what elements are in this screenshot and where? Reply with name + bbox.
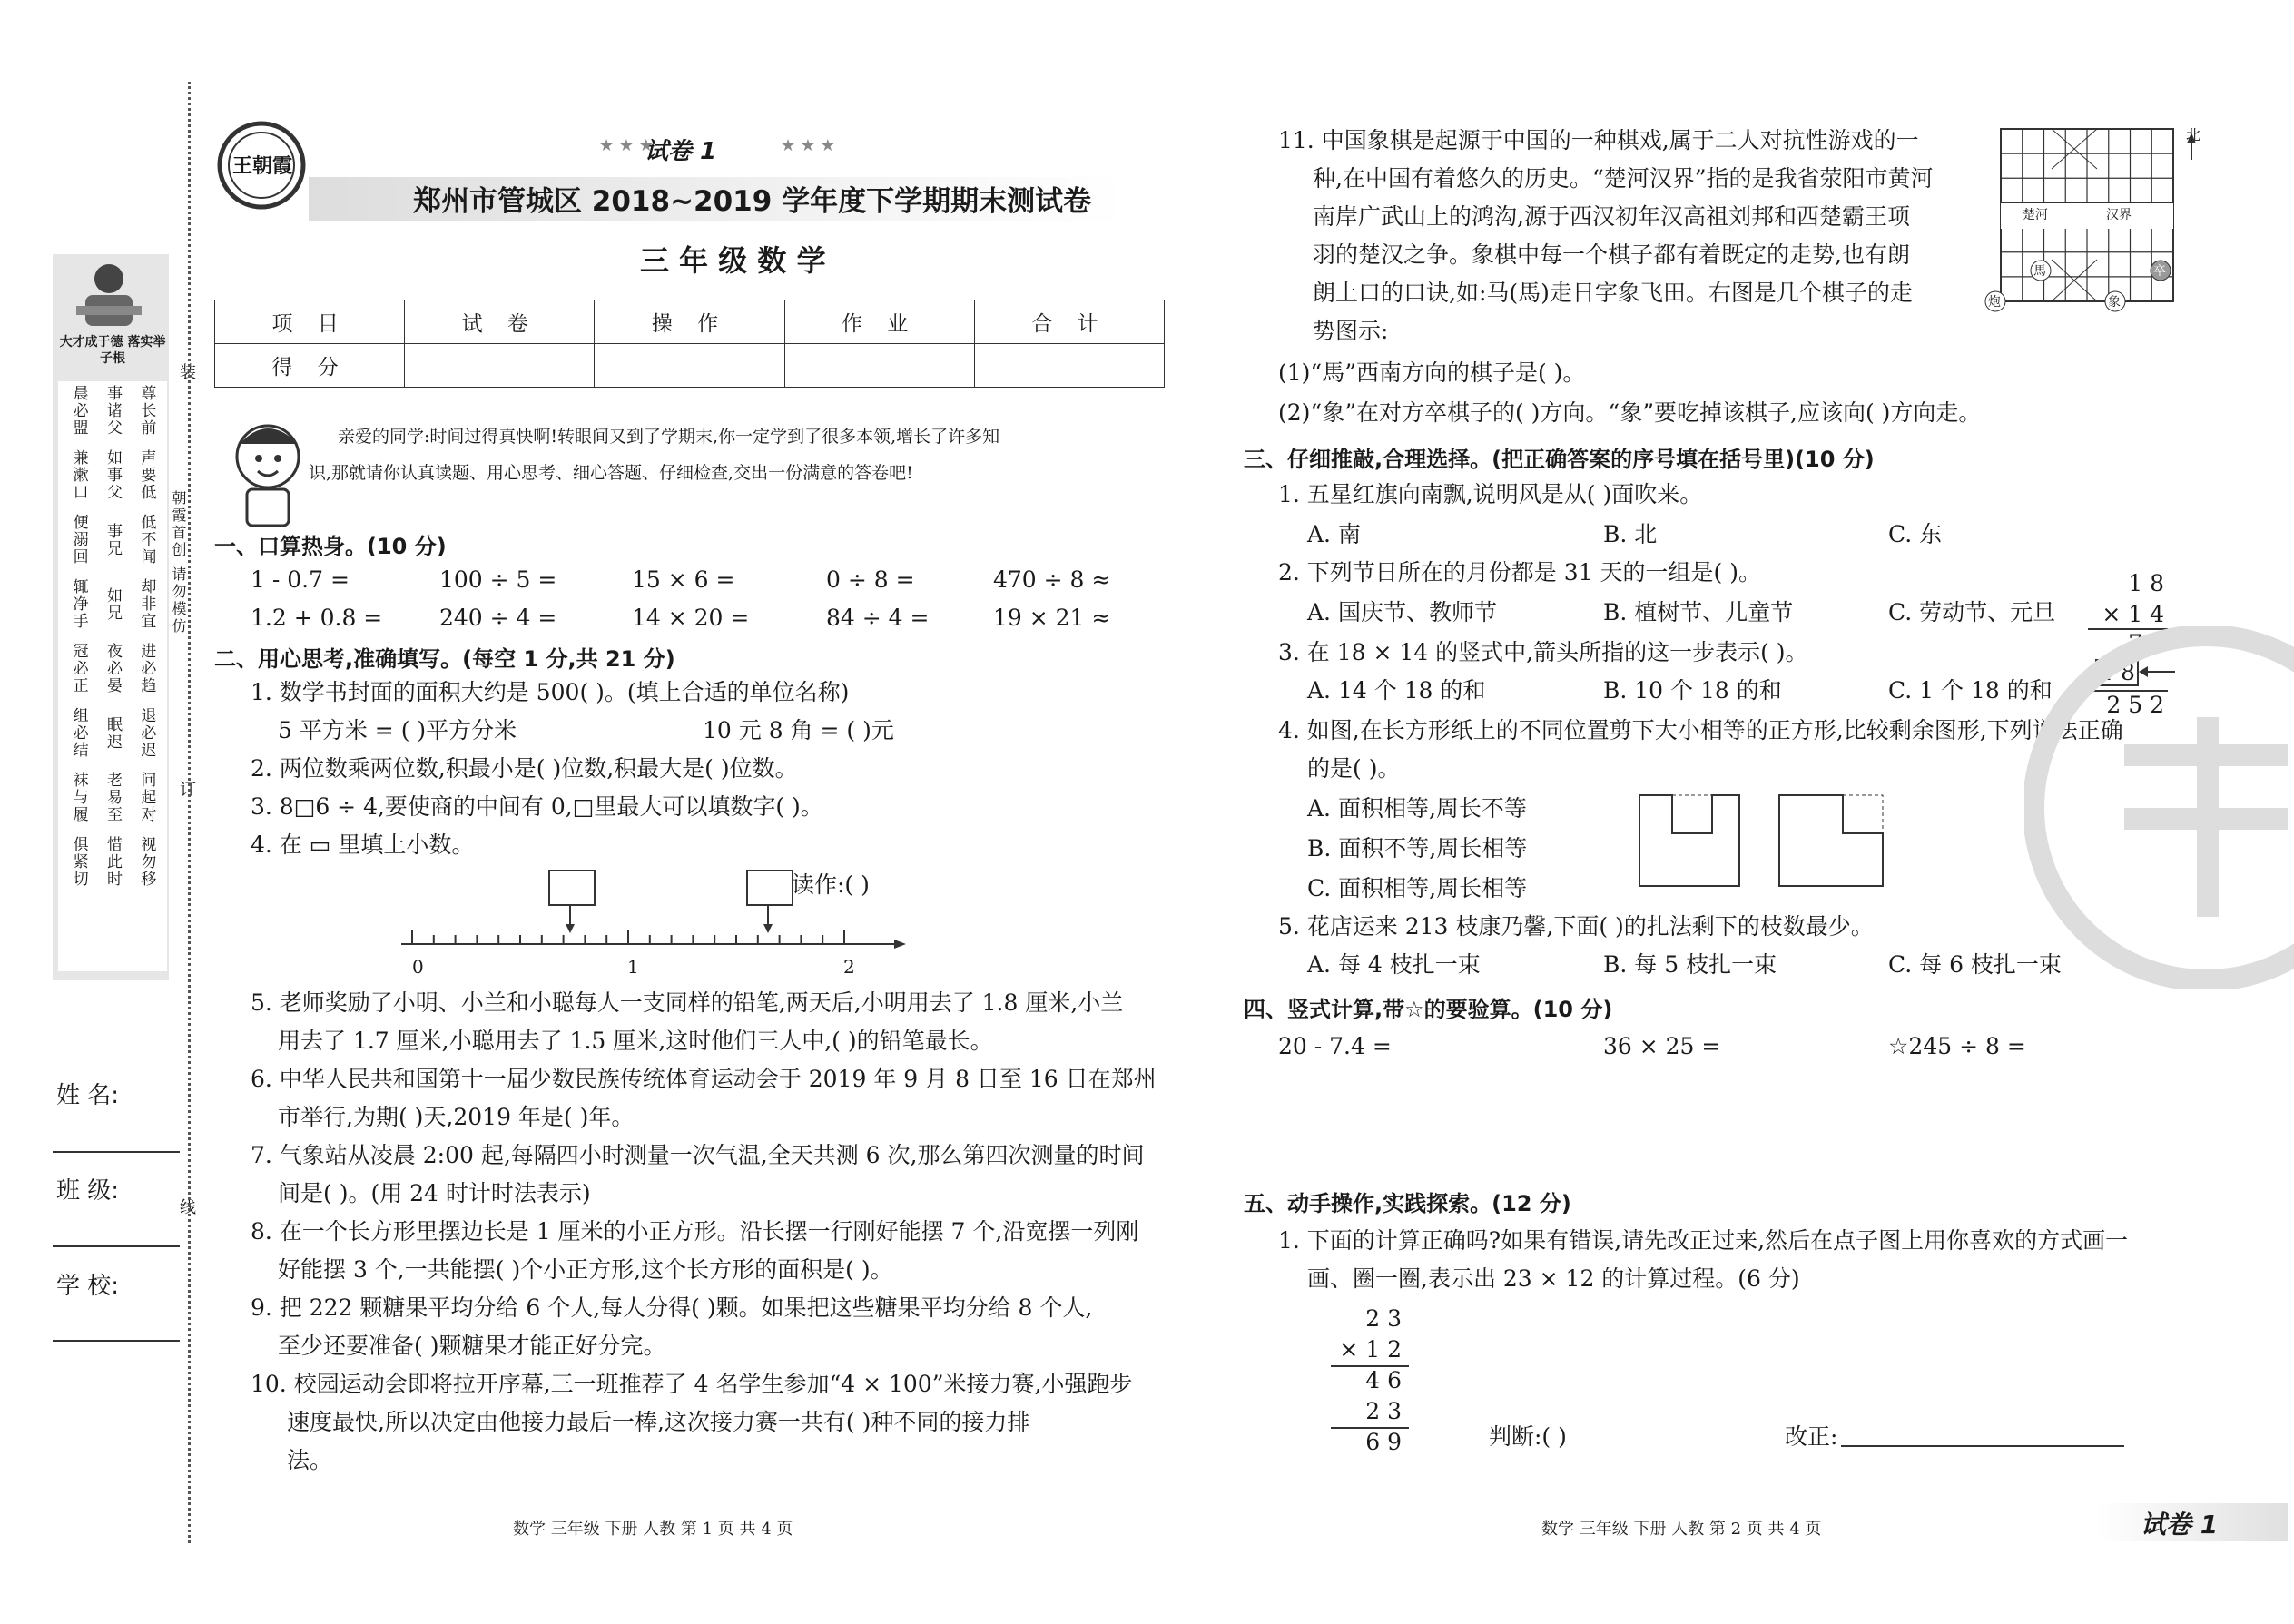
binding-mark-3: 线 — [177, 1198, 196, 1217]
q5-calc-line-2: × 1 2 — [1339, 1336, 1402, 1363]
motto-word: 袜与履 — [69, 772, 88, 823]
q3-4-option-c[interactable]: C. 面积相等,周长相等 — [1307, 875, 1528, 901]
numline-label-2: 2 — [843, 956, 855, 978]
q3-1-option-b[interactable]: B. 北 — [1603, 521, 1658, 547]
school-field[interactable] — [53, 1340, 180, 1342]
footer-left: 数学 三年级 下册 人教 第 1 页 共 4 页 — [513, 1520, 793, 1539]
question-3-4b: 的是( )。 — [1307, 755, 1401, 782]
oral-calc-4: 0 ÷ 8 = — [826, 566, 915, 593]
star-left: ★ ★ ★ — [599, 136, 654, 155]
question-2-11c: 南岸广武山上的鸿沟,源于西汉初年汉高祖刘邦和西楚霸王项 — [1313, 203, 1910, 230]
score-cell[interactable] — [595, 344, 784, 388]
question-2-11e: 朗上口的口诀,如:马(馬)走日字象飞田。右图是几个棋子的走 — [1313, 280, 1913, 306]
vertical-calc-1: 20 - 7.4 = — [1278, 1033, 1392, 1059]
q3-5-option-c[interactable]: C. 每 6 枝扎一束 — [1888, 951, 2062, 978]
chess-cannon: 炮 — [1988, 295, 2001, 310]
score-cell[interactable] — [784, 344, 974, 388]
motto-word: 退必迟 — [137, 707, 156, 759]
secret-seal-watermark — [2024, 626, 2294, 989]
binding-note: 朝霞首创 请勿模仿 — [170, 490, 187, 636]
motto-word: 兼漱口 — [69, 449, 88, 501]
motto-word: 俱紧切 — [69, 836, 88, 888]
footer-right: 数学 三年级 下册 人教 第 2 页 共 4 页 — [1541, 1520, 1822, 1539]
q3-3-option-a[interactable]: A. 14 个 18 的和 — [1307, 677, 1486, 704]
cut-rectangles-diagram — [1636, 792, 1899, 891]
question-2-1: 1. 数学书封面的面积大约是 500( )。(填上合适的单位名称) — [251, 679, 850, 705]
q3-calc-line-4: 1 8 — [2095, 659, 2139, 686]
name-label: 姓 名: — [56, 1082, 120, 1109]
class-label: 班 级: — [56, 1177, 120, 1205]
question-3-5: 5. 花店运来 213 枝康乃馨,下面( )的扎法剩下的枝数最少。 — [1278, 913, 1874, 940]
motto-word: 辄净手 — [69, 578, 88, 630]
question-2-11: 11. 中国象棋是起源于中国的一种棋戏,属于二人对抗性游戏的一 — [1278, 127, 1919, 153]
q3-1-option-c[interactable]: C. 东 — [1888, 521, 1943, 547]
section-5-title: 五、动手操作,实践探索。(12 分) — [1244, 1191, 1571, 1216]
chess-river-left: 楚河 — [2023, 208, 2048, 222]
q3-5-option-a[interactable]: A. 每 4 枝扎一束 — [1307, 951, 1481, 978]
question-5-1b: 画、圈一圈,表示出 23 × 12 的计算过程。(6 分) — [1307, 1265, 1800, 1292]
q3-4-option-b[interactable]: B. 面积不等,周长相等 — [1307, 835, 1528, 861]
motto-word: 如事父 — [103, 449, 122, 501]
q5-calc-line-5: 6 9 — [1365, 1429, 1402, 1455]
binding-strip — [0, 0, 195, 1624]
section-1-title: 一、口算热身。(10 分) — [214, 534, 447, 559]
question-2-11b: 种,在中国有着悠久的历史。“楚河汉界”指的是我省荥阳市黄河 — [1313, 165, 1934, 192]
q5-calc-line-1: 2 3 — [1365, 1305, 1402, 1332]
question-3-4: 4. 如图,在长方形纸上的不同位置剪下大小相等的正方形,比较剩余图形,下列说法正确 — [1278, 717, 2123, 743]
motto-word: 低不闻 — [137, 514, 156, 566]
motto-word: 眠迟 — [103, 715, 122, 751]
q3-1-option-a[interactable]: A. 南 — [1307, 521, 1361, 547]
motto-word: 冠必正 — [69, 643, 88, 694]
section-3-title: 三、仔细推敲,合理选择。(把正确答案的序号填在括号里)(10 分) — [1244, 447, 1875, 472]
score-row-label: 得 分 — [215, 344, 405, 388]
numline-label-1: 1 — [627, 956, 639, 978]
score-header-item: 项 目 — [215, 300, 405, 344]
chess-north-label: 北 — [2186, 126, 2201, 143]
chess-elephant: 象 — [2108, 295, 2121, 310]
cartoon-boy-icon — [218, 413, 318, 531]
oral-calc-9: 84 ÷ 4 = — [826, 605, 930, 631]
q5-calc-line-3: 4 6 — [1365, 1367, 1402, 1393]
motto-word: 便溺回 — [69, 514, 88, 566]
question-2-9: 9. 把 222 颗糖果平均分给 6 个人,每人分得( )颗。如果把这些糖果平均分给 8 个人, — [251, 1294, 1093, 1321]
section-2-title: 二、用心思考,准确填写。(每空 1 分,共 21 分) — [214, 646, 675, 672]
question-2-7b: 间是( )。(用 24 时计时法表示) — [278, 1180, 591, 1206]
motto-top: 大才成于德 落实举子根 — [59, 335, 166, 366]
score-header-paper: 试 卷 — [405, 300, 595, 344]
oral-calc-6: 1.2 + 0.8 = — [251, 605, 383, 631]
numline-label-0: 0 — [412, 956, 424, 978]
oral-calc-2: 100 ÷ 5 = — [439, 566, 557, 593]
decimal-answer-box-2[interactable] — [746, 870, 793, 906]
paper-tag: 试卷 1 — [645, 138, 717, 165]
correction-field[interactable] — [1841, 1445, 2124, 1447]
q3-calc-line-5: 2 5 2 — [2106, 692, 2164, 718]
question-3-2: 2. 下列节日所在的月份都是 31 天的一组是( )。 — [1278, 559, 1761, 586]
subject-title: 三 年 级 数 学 — [640, 243, 826, 278]
binding-mark-1: 装 — [177, 363, 196, 382]
oral-calc-8: 14 × 20 = — [632, 605, 750, 631]
motto-word: 尊长前 — [137, 385, 156, 437]
read-as-blank: 读作:( ) — [792, 871, 870, 898]
oral-calc-5: 470 ÷ 8 ≈ — [993, 566, 1111, 593]
scholar-icon — [73, 259, 145, 331]
name-field[interactable] — [53, 1151, 180, 1153]
correct-label: 改正: — [1785, 1423, 1838, 1450]
motto-word: 夜必晏 — [103, 643, 122, 694]
q3-5-option-b[interactable]: B. 每 5 枝扎一束 — [1603, 951, 1777, 978]
question-2-11f: 势图示: — [1313, 318, 1389, 344]
vertical-calc-3: ☆245 ÷ 8 = — [1888, 1033, 2026, 1059]
q5-calc-line-4: 2 3 — [1365, 1398, 1402, 1424]
question-2-1c: 10 元 8 角 = ( )元 — [703, 717, 894, 743]
motto-word: 视勿移 — [137, 836, 156, 888]
question-2-11-1: (1)“馬”西南方向的棋子是( )。 — [1278, 359, 1586, 386]
number-line — [390, 902, 908, 966]
footer-paper-tag: 试卷 1 — [2141, 1510, 2219, 1540]
question-2-10b: 速度最快,所以决定由他接力最后一棒,这次接力赛一共有( )种不同的接力排 — [287, 1409, 1030, 1435]
motto-text-box — [58, 381, 167, 971]
motto-word: 惜此时 — [103, 836, 122, 888]
question-2-3: 3. 8□6 ÷ 4,要使商的中间有 0,□里最大可以填数字( )。 — [251, 793, 823, 820]
star-right: ★ ★ ★ — [781, 136, 835, 155]
decimal-answer-box-1[interactable] — [548, 870, 596, 906]
intro-line-1: 亲爱的同学:时间过得真快啊!转眼间又到了学期末,你一定学到了很多本领,增长了许多知 — [338, 427, 1000, 447]
chess-board-diagram — [1979, 123, 2197, 314]
score-table — [214, 300, 1165, 388]
binding-line — [188, 82, 191, 1543]
question-2-6b: 市举行,为期( )天,2019 年是( )年。 — [278, 1104, 635, 1130]
chess-horse: 馬 — [2033, 264, 2046, 279]
motto-word: 晨必盟 — [69, 385, 88, 437]
q3-calc-line-2: × 1 4 — [2102, 601, 2164, 627]
question-2-1b: 5 平方米 = ( )平方分米 — [278, 717, 517, 743]
question-2-2: 2. 两位数乘两位数,积最小是( )位数,积最大是( )位数。 — [251, 755, 798, 782]
motto-word: 问起对 — [137, 772, 156, 823]
motto-word: 进必趋 — [137, 643, 156, 694]
class-field[interactable] — [53, 1245, 180, 1247]
question-3-1: 1. 五星红旗向南飘,说明风是从( )面吹来。 — [1278, 481, 1703, 507]
question-5-1: 1. 下面的计算正确吗?如果有错误,请先改正过来,然后在点子图上用你喜欢的方式画一 — [1278, 1227, 2129, 1254]
score-cell[interactable] — [974, 344, 1164, 388]
question-2-10: 10. 校园运动会即将拉开序幕,三一班推荐了 4 名学生参加“4 × 100”米接力赛,小强跑步 — [251, 1371, 1133, 1397]
q3-3-option-b[interactable]: B. 10 个 18 的和 — [1603, 677, 1782, 704]
intro-line-2: 识,那就请你认真读题、用心思考、细心答题、仔细检查,交出一份满意的答卷吧! — [309, 463, 913, 483]
judge-blank: 判断:( ) — [1489, 1423, 1567, 1450]
question-2-5: 5. 老师奖励了小明、小兰和小聪每人一支同样的铅笔,两天后,小明用去了 1.8 厘米,小兰 — [251, 989, 1124, 1016]
question-2-11d: 羽的楚汉之争。象棋中每一个棋子都有着既定的走势,也有朗 — [1313, 241, 1910, 268]
score-header-homework: 作 业 — [784, 300, 974, 344]
question-2-8: 8. 在一个长方形里摆边长是 1 厘米的小正方形。沿长摆一行刚好能摆 7 个,沿宽摆一列刚 — [251, 1218, 1139, 1245]
oral-calc-7: 240 ÷ 4 = — [439, 605, 557, 631]
score-header-total: 合 计 — [974, 300, 1164, 344]
q3-2-option-b[interactable]: B. 植树节、儿童节 — [1603, 599, 1794, 625]
q3-calc-line-1: 1 8 — [2128, 570, 2164, 596]
motto-word: 声要低 — [137, 449, 156, 501]
section-4-title: 四、竖式计算,带☆的要验算。(10 分) — [1244, 997, 1613, 1022]
q3-2-option-a[interactable]: A. 国庆节、教师节 — [1307, 599, 1497, 625]
chess-pawn: 卒 — [2153, 264, 2166, 279]
score-cell[interactable] — [405, 344, 595, 388]
question-2-7: 7. 气象站从凌晨 2:00 起,每隔四小时测量一次气温,全天共测 6 次,那么第四次测量的时间 — [251, 1142, 1145, 1168]
exam-title: 郑州市管城区 2018~2019 学年度下学期期末测试卷 — [413, 185, 1092, 218]
motto-word: 事诸父 — [103, 385, 122, 437]
oral-calc-3: 15 × 6 = — [632, 566, 735, 593]
q3-3-option-c[interactable]: C. 1 个 18 的和 — [1888, 677, 2053, 704]
question-3-3: 3. 在 18 × 14 的竖式中,箭头所指的这一步表示( )。 — [1278, 639, 1808, 665]
question-2-8b: 好能摆 3 个,一共能摆( )个小正方形,这个长方形的面积是( )。 — [278, 1256, 893, 1283]
question-2-11-2: (2)“象”在对方卒棋子的( )方向。“象”要吃掉该棋子,应该向( )方向走。 — [1278, 399, 1982, 426]
question-2-6: 6. 中华人民共和国第十一届少数民族传统体育运动会于 2019 年 9 月 8 日至 16 日在郑州 — [251, 1066, 1157, 1092]
q3-4-option-a[interactable]: A. 面积相等,周长不等 — [1307, 795, 1527, 822]
chess-river-right: 汉界 — [2106, 208, 2132, 222]
question-2-4: 4. 在 ▭ 里填上小数。 — [251, 832, 475, 858]
question-2-10c: 法。 — [287, 1447, 333, 1473]
school-label: 学 校: — [56, 1273, 120, 1300]
motto-word: 却非宜 — [137, 578, 156, 630]
score-header-operation: 操 作 — [595, 300, 784, 344]
oral-calc-10: 19 × 21 ≈ — [993, 605, 1111, 631]
binding-mark-2: 订 — [177, 781, 196, 800]
motto-word: 老易至 — [103, 772, 122, 823]
question-2-9b: 至少还要准备( )颗糖果才能正好分完。 — [278, 1333, 666, 1359]
logo-text: 王朝霞 — [232, 154, 293, 178]
motto-word: 如兄 — [103, 586, 122, 622]
q3-2-option-c[interactable]: C. 劳动节、元旦 — [1888, 599, 2056, 625]
oral-calc-1: 1 - 0.7 = — [251, 566, 350, 593]
q3-calc-line-3: 7 2 — [2128, 630, 2164, 656]
motto-word: 组必结 — [69, 707, 88, 759]
motto-word: 事兄 — [103, 522, 122, 557]
question-2-5b: 用去了 1.7 厘米,小聪用去了 1.5 厘米,这时他们三人中,( )的铅笔最长。 — [278, 1028, 993, 1054]
vertical-calc-2: 36 × 25 = — [1603, 1033, 1721, 1059]
